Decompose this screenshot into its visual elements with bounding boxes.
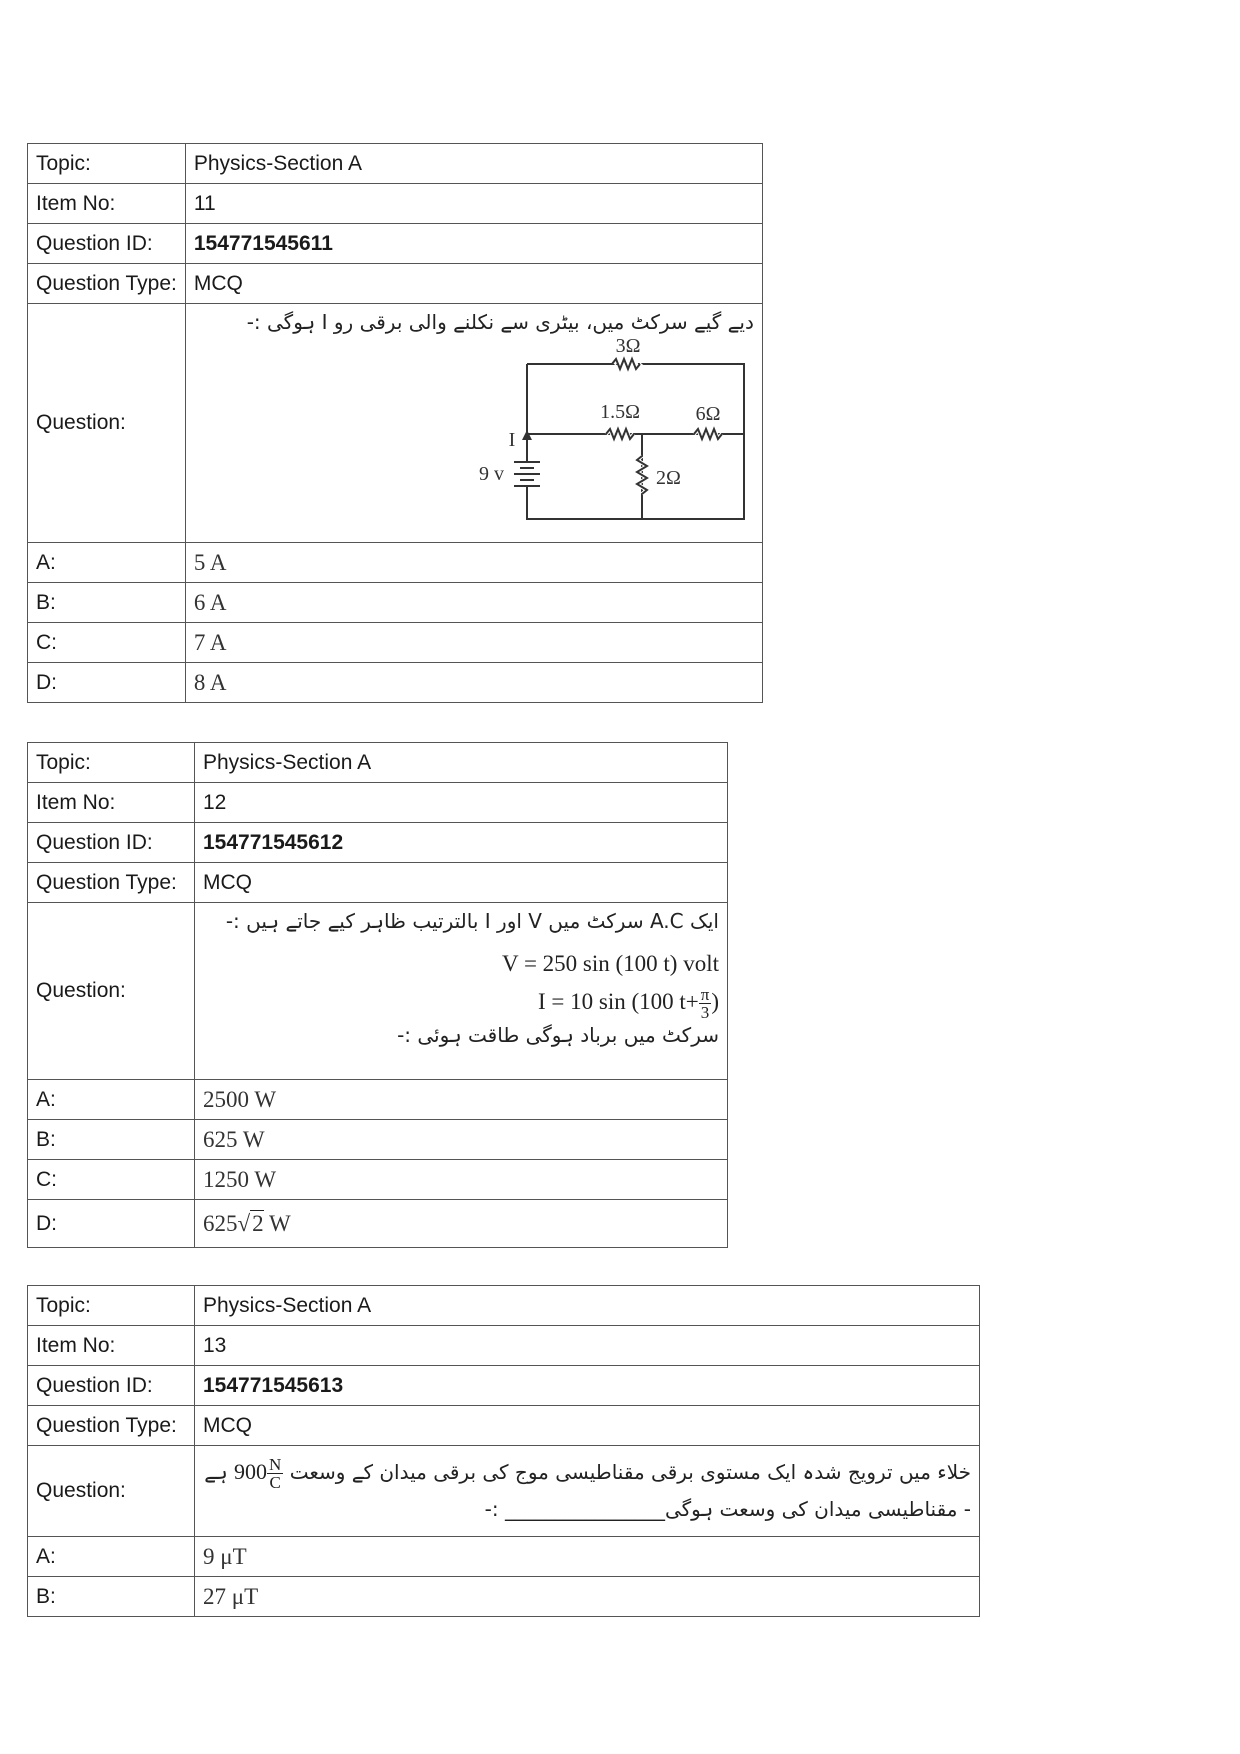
option-c-label: C: <box>28 1160 195 1200</box>
question-id-label: Question ID: <box>28 823 195 863</box>
topic-value: Physics-Section A <box>195 1286 980 1326</box>
topic-label: Topic: <box>28 144 186 184</box>
question-type-value: MCQ <box>195 863 728 903</box>
question-text-2: سرکٹ میں برباد ہوگی طاقت ہوئی :- <box>397 1023 719 1048</box>
topic-value: Physics-Section A <box>185 144 762 184</box>
question-line-1-text: خلاء میں ترویج شدہ ایک مستوی برقی مقناطیسی موج کی برقی میدان کے وسعت <box>289 1460 971 1484</box>
fraction-denominator: C <box>269 1473 281 1493</box>
option-b-label: B: <box>28 1120 195 1160</box>
item-no-value: 12 <box>195 783 728 823</box>
question-text: دیے گیے سرکٹ میں، بیٹری سے نکلنے والی برقی رو I ہوگی :- <box>246 310 754 334</box>
fraction-numerator: N <box>269 1455 282 1475</box>
question-label: Question: <box>28 304 186 543</box>
question-text: ایک A.C سرکٹ میں V اور I بالترتیب ظاہر کیے جاتے ہیں :- <box>225 909 719 933</box>
resistor-2ohm-label: 2Ω <box>655 467 681 489</box>
question-body <box>195 1446 980 1537</box>
battery-label: 9 v <box>478 463 504 485</box>
question-line-2: - مقناطیسی میدان کی وسعت ہوگی________________ :- <box>484 1497 971 1521</box>
resistor-1-5ohm-label: 1.5Ω <box>599 401 640 423</box>
option-a-value: 2500 W <box>195 1080 728 1120</box>
option-c-value: 7 A <box>185 623 762 663</box>
equation-current-prefix: I = 10 sin (100 t+ <box>537 989 699 1014</box>
question-line-1-end: ہے <box>204 1460 228 1484</box>
fraction-denominator: 3 <box>700 1003 710 1023</box>
question-label: Question: <box>28 1446 195 1537</box>
sqrt-radicand: 2 <box>252 1210 264 1236</box>
option-b-label: B: <box>28 583 186 623</box>
question-id-value: 154771545613 <box>195 1366 980 1406</box>
question-id-value: 154771545611 <box>185 224 762 264</box>
option-c-label: C: <box>28 623 186 663</box>
option-a-label: A: <box>28 543 186 583</box>
question-label: Question: <box>28 903 195 1080</box>
item-no-label: Item No: <box>28 1326 195 1366</box>
question-body <box>195 903 728 1080</box>
field-magnitude <box>234 1455 283 1493</box>
current-label: I <box>508 429 516 451</box>
option-d-suffix: W <box>263 1210 291 1236</box>
question-table-12 <box>27 742 728 1248</box>
option-a-label: A: <box>28 1080 195 1120</box>
option-a-label: A: <box>28 1537 195 1577</box>
field-value: 900 <box>234 1459 268 1484</box>
item-no-value: 11 <box>185 184 762 224</box>
question-type-label: Question Type: <box>28 863 195 903</box>
equation-current <box>203 983 719 1021</box>
option-a-value: 9 μT <box>195 1537 980 1577</box>
option-a-value: 5 A <box>185 543 762 583</box>
equation-current-suffix: ) <box>711 989 719 1014</box>
option-b-value: 27 μT <box>195 1577 980 1617</box>
question-table-13 <box>27 1285 980 1617</box>
question-id-value: 154771545612 <box>195 823 728 863</box>
resistor-3ohm-label: 3Ω <box>615 335 641 357</box>
option-b-label: B: <box>28 1577 195 1617</box>
option-b-value: 625 W <box>195 1120 728 1160</box>
question-type-value: MCQ <box>185 264 762 304</box>
topic-label: Topic: <box>28 743 195 783</box>
question-table-11 <box>27 143 763 703</box>
equation-voltage: V = 250 sin (100 t) volt <box>502 951 719 976</box>
option-c-value: 1250 W <box>195 1160 728 1200</box>
item-no-label: Item No: <box>28 783 195 823</box>
question-type-label: Question Type: <box>28 1406 195 1446</box>
n-over-c-fraction <box>267 1456 283 1491</box>
item-no-value: 13 <box>195 1326 980 1366</box>
option-d-label: D: <box>28 1200 195 1248</box>
pi-over-3-fraction <box>699 986 712 1021</box>
resistor-6ohm-label: 6Ω <box>695 403 721 425</box>
fraction-numerator: π <box>700 985 710 1005</box>
question-type-value: MCQ <box>195 1406 980 1446</box>
option-d-label: D: <box>28 663 186 703</box>
question-id-label: Question ID: <box>28 1366 195 1406</box>
topic-label: Topic: <box>28 1286 195 1326</box>
option-d-value: 625√2 W <box>195 1200 728 1248</box>
option-d-prefix: 625 <box>203 1210 238 1236</box>
question-line-1 <box>203 1452 971 1492</box>
option-d-value: 8 A <box>185 663 762 703</box>
question-type-label: Question Type: <box>28 264 186 304</box>
question-body <box>185 304 762 543</box>
option-b-value: 6 A <box>185 583 762 623</box>
question-id-label: Question ID: <box>28 224 186 264</box>
item-no-label: Item No: <box>28 184 186 224</box>
circuit-diagram <box>194 334 754 534</box>
topic-value: Physics-Section A <box>195 743 728 783</box>
